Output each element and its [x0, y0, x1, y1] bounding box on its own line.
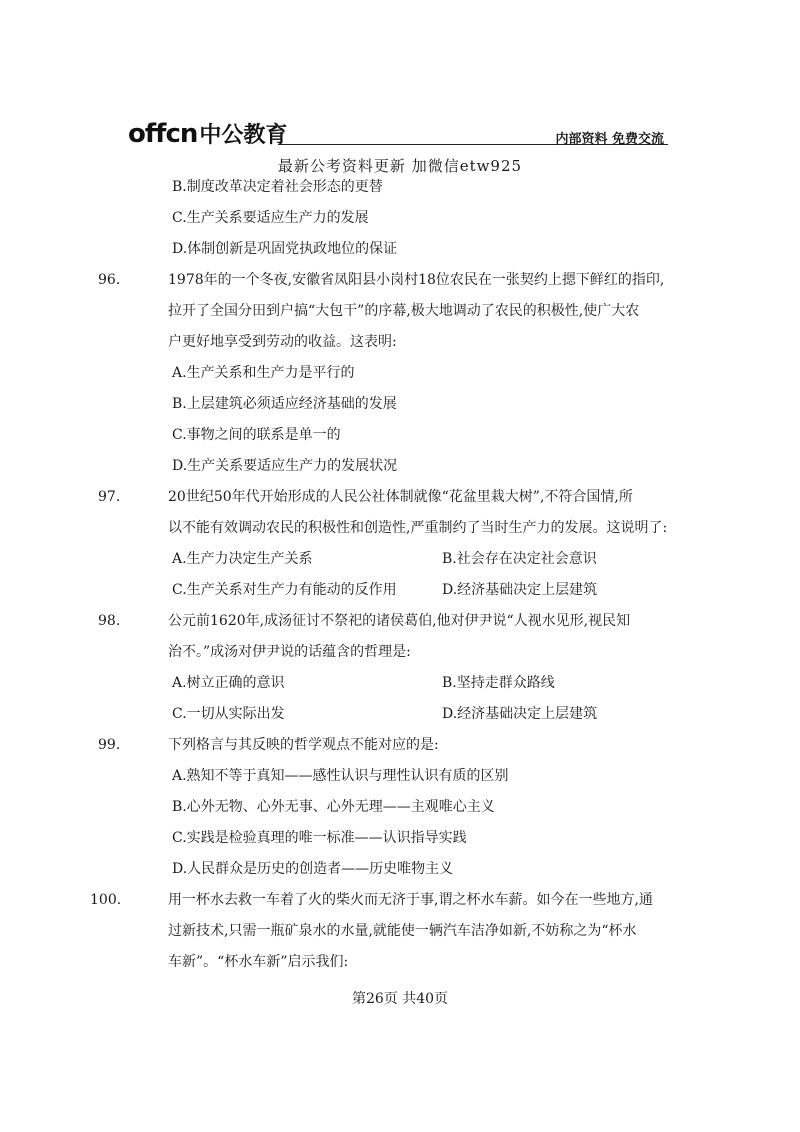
question-97 [98, 482, 673, 606]
option: D.人民群众是历史的创造者——历史唯物主义 [172, 861, 454, 877]
page-footer: 第26页 共40页 [351, 991, 449, 1007]
question-100 [90, 885, 673, 978]
option: C.生产关系要适应生产力的发展 [172, 210, 369, 226]
promo-banner: 最新公考资料更新 加微信etw925 [277, 157, 523, 175]
question-99 [98, 730, 673, 885]
option: D.生产关系要适应生产力的发展状况 [172, 458, 398, 474]
question-stem-line: 治不。”成汤对伊尹说的话蕴含的哲理是: [168, 644, 411, 660]
question-number: 99. [98, 737, 121, 753]
option: D.经济基础决定上层建筑 [442, 582, 598, 598]
option-row [128, 575, 673, 606]
offcn-logo [128, 118, 287, 148]
question-stem-line: 20世纪50年代开始形成的人民公社体制就像“花盆里栽大树”,不符合国情,所 [168, 489, 633, 505]
question-stem-line: 户更好地享受到劳动的收益。这表明: [168, 334, 397, 350]
option: D.体制创新是巩固党执政地位的保证 [172, 241, 398, 257]
logo-chinese: 中公教育 [199, 123, 288, 148]
question-stem-line: 1978年的一个冬夜,安徽省凤阳县小岗村18位农民在一张契约上摁下鲜红的指印, [168, 272, 665, 288]
question-number: 100. [90, 892, 122, 908]
question-stem-line: 过新技术,只需一瓶矿泉水的水量,就能使一辆汽车洁净如新,不妨称之为“杯水 [168, 923, 637, 939]
option: C.事物之间的联系是单一的 [172, 427, 341, 443]
option: A.树立正确的意识 [172, 675, 285, 691]
question-96 [98, 265, 673, 482]
option: A.生产关系和生产力是平行的 [172, 365, 355, 381]
option: A.生产力决定生产关系 [172, 551, 313, 567]
option: C.生产关系对生产力有能动的反作用 [172, 582, 397, 598]
question-stem-line: 以不能有效调动农民的积极性和创造性,严重制约了当时生产力的发展。这说明了: [168, 520, 668, 536]
question-stem-line: 用一杯水去救一车着了火的柴火而无济于事,谓之杯水车薪。如今在一些地方,通 [168, 892, 653, 908]
page-header [128, 118, 668, 148]
option-row [128, 699, 673, 730]
option: B.社会存在决定社会意识 [442, 551, 597, 567]
question-98 [98, 606, 673, 730]
option: B.制度改革决定着社会形态的更替 [172, 179, 383, 195]
option: C.实践是检验真理的唯一标准——认识指导实践 [172, 830, 467, 846]
question-number: 96. [98, 272, 121, 288]
option: A.熟知不等于真知——感性认识与理性认识有质的区别 [172, 768, 509, 784]
question-stem-line: 车新”。“杯水车新”启示我们: [168, 954, 349, 970]
question-stem-line: 公元前1620年,成汤征讨不祭祀的诸侯葛伯,他对伊尹说“人视水见形,视民知 [168, 613, 631, 629]
question-content [90, 172, 673, 978]
header-note: 内部资料 免费交流 [555, 132, 664, 147]
question-stem-line: 下列格言与其反映的哲学观点不能对应的是: [168, 737, 439, 753]
option: B.坚持走群众路线 [442, 675, 555, 691]
option: B.上层建筑必须适应经济基础的发展 [172, 396, 397, 412]
logo-latin: offcn [128, 119, 198, 149]
question-number: 98. [98, 613, 121, 629]
option: D.经济基础决定上层建筑 [442, 706, 598, 722]
option-row [128, 544, 673, 575]
question-number: 97. [98, 489, 121, 505]
option: B.心外无物、心外无事、心外无理——主观唯心主义 [172, 799, 495, 815]
option-row [128, 668, 673, 699]
question-stem-line: 拉开了全国分田到户搞“大包干”的序幕,极大地调动了农民的积极性,使广大农 [168, 303, 640, 319]
option: C.一切从实际出发 [172, 706, 285, 722]
